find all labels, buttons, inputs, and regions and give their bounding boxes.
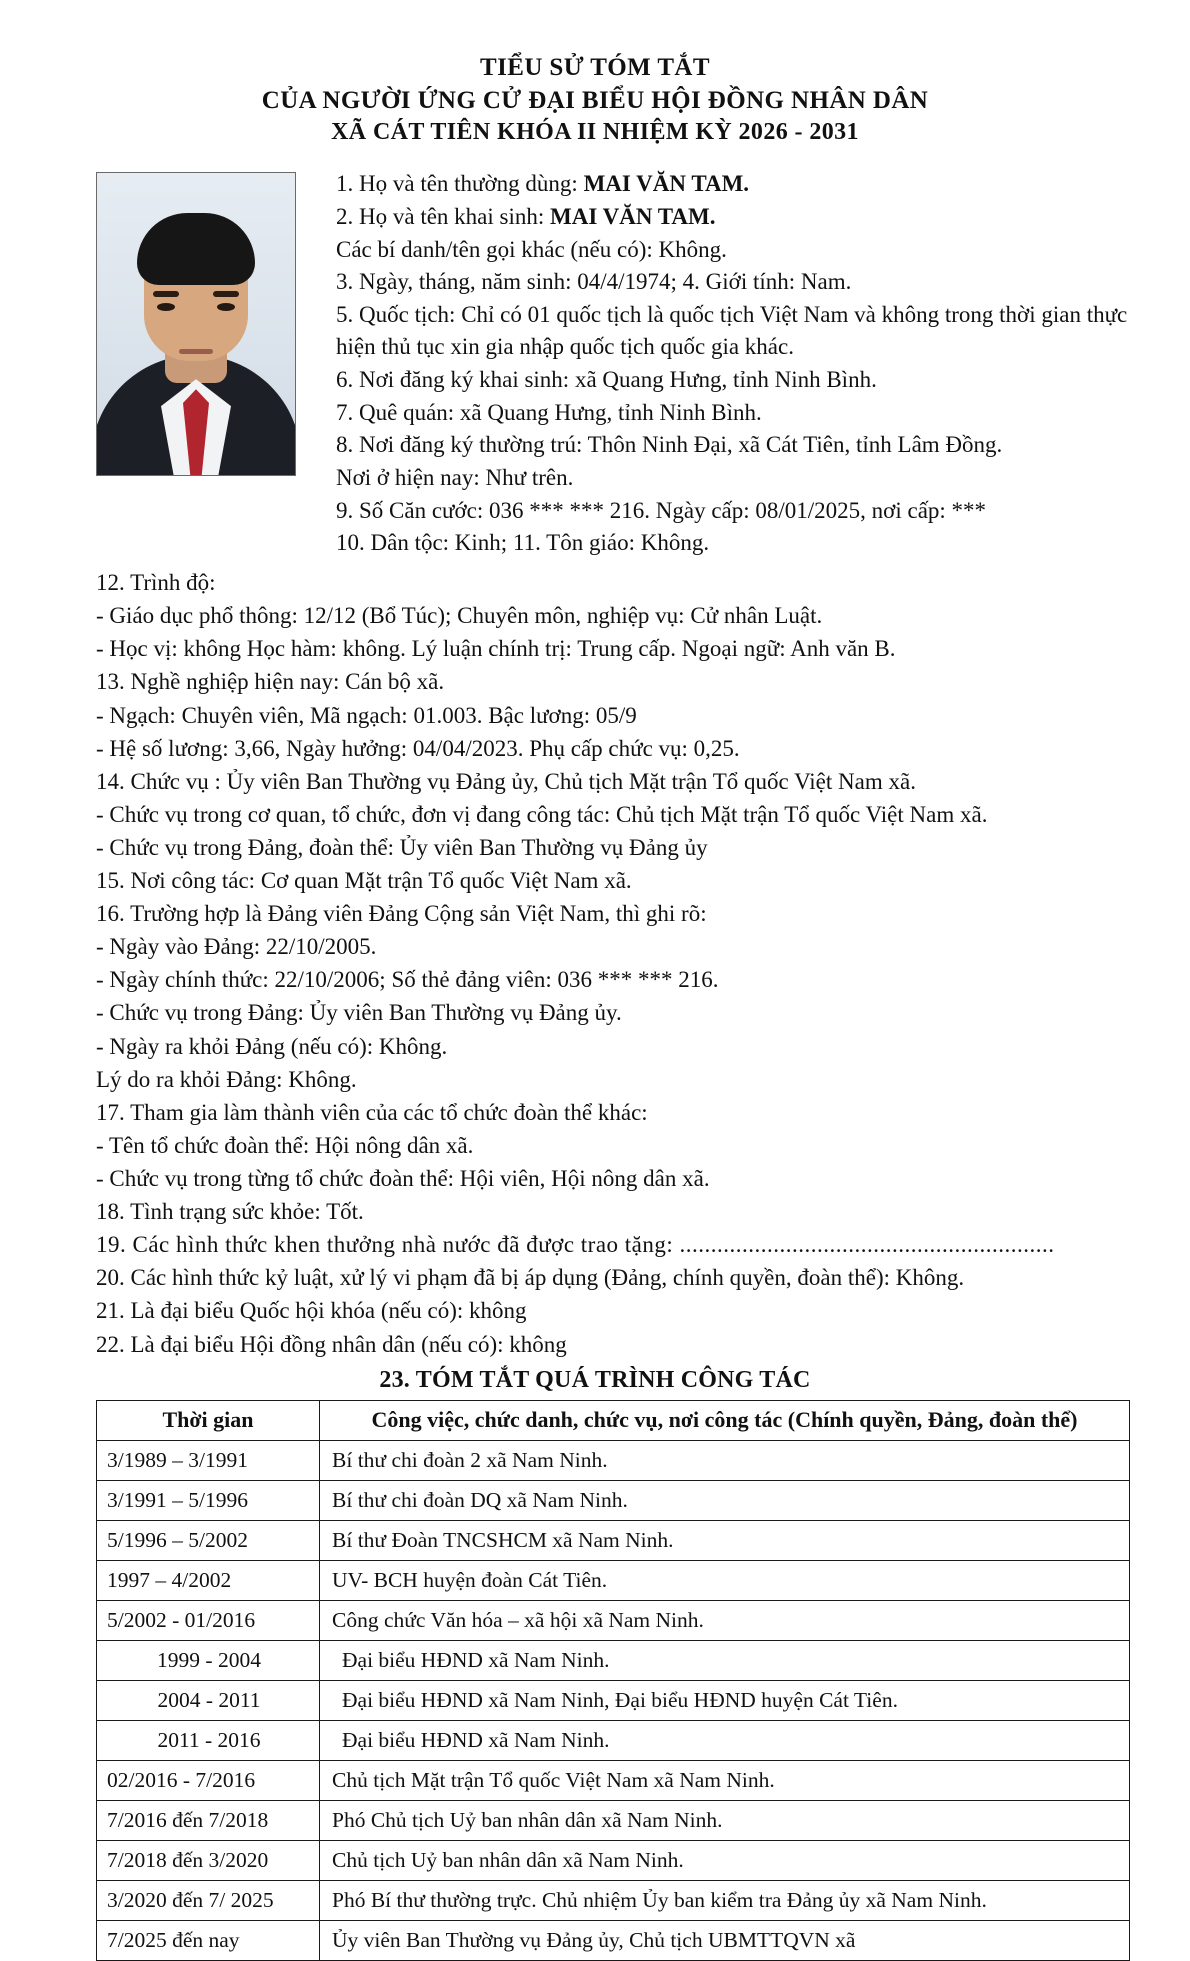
cell-work: Bí thư Đoàn TNCSHCM xã Nam Ninh. (320, 1520, 1130, 1560)
table-row (97, 1800, 1130, 1840)
career-table-body (97, 1440, 1130, 1960)
cell-time: 3/1991 – 5/1996 (97, 1480, 320, 1520)
cell-work: Phó Chủ tịch Uỷ ban nhân dân xã Nam Ninh. (320, 1800, 1130, 1840)
field-permanent-residence: 8. Nơi đăng ký thường trú: Thôn Ninh Đại, xã Cát Tiên, tỉnh Lâm Đồng. (336, 432, 1003, 458)
cell-time: 7/2025 đến nay (97, 1920, 320, 1960)
body-line: - Chức vụ trong cơ quan, tổ chức, đơn vị đang công tác: Chủ tịch Mặt trận Tổ quốc Việt Nam xã. (96, 801, 988, 827)
field-ethnicity-religion: 10. Dân tộc: Kinh; 11. Tôn giáo: Không. (336, 530, 710, 556)
field-birth-registration: 6. Nơi đăng ký khai sinh: xã Quang Hưng, tỉnh Ninh Bình. (336, 367, 877, 393)
table-row (97, 1440, 1130, 1480)
mouth-shape (179, 349, 213, 354)
table-row (97, 1480, 1130, 1520)
body-line: - Tên tổ chức đoàn thể: Hội nông dân xã. (96, 1132, 474, 1158)
photo-container (96, 172, 302, 476)
cell-work: Đại biểu HĐND xã Nam Ninh. (320, 1640, 1130, 1680)
identity-block (0, 168, 1190, 560)
field-alias: Các bí danh/tên gọi khác (nếu có): Không. (336, 236, 727, 262)
table-row (97, 1520, 1130, 1560)
body-line: 21. Là đại biểu Quốc hội khóa (nếu có): không (96, 1298, 527, 1324)
body-line: 17. Tham gia làm thành viên của các tổ chức đoàn thể khác: (96, 1099, 648, 1125)
body-line: 22. Là đại biểu Hội đồng nhân dân (nếu có): không (96, 1331, 567, 1357)
body-line: - Ngày chính thức: 22/10/2006; Số thẻ đảng viên: 036 *** *** 216. (96, 967, 719, 993)
table-row (97, 1920, 1130, 1960)
cell-time: 5/2002 - 01/2016 (97, 1600, 320, 1640)
field-common-name-label: 1. Họ và tên thường dùng: (336, 171, 578, 197)
cell-time: 7/2018 đến 3/2020 (97, 1840, 320, 1880)
cell-time: 02/2016 - 7/2016 (97, 1760, 320, 1800)
col-header-work: Công việc, chức danh, chức vụ, nơi công tác (Chính quyền, Đảng, đoàn thể) (320, 1400, 1130, 1440)
field-hometown: 7. Quê quán: xã Quang Hưng, tỉnh Ninh Bình. (336, 399, 762, 425)
table-row (97, 1640, 1130, 1680)
title-line-3: XÃ CÁT TIÊN KHÓA II NHIỆM KỲ 2026 - 2031 (331, 119, 859, 145)
identity-fields (302, 168, 1134, 560)
cell-time: 2004 - 2011 (97, 1680, 320, 1720)
body-line: - Giáo dục phổ thông: 12/12 (Bổ Túc); Chuyên môn, nghiệp vụ: Cử nhân Luật. (96, 603, 823, 629)
career-table-head (97, 1400, 1130, 1440)
eyebrow-right (213, 291, 239, 297)
cell-work: Phó Bí thư thường trực. Chủ nhiệm Ủy ban kiểm tra Đảng ủy xã Nam Ninh. (320, 1880, 1130, 1920)
field-birthdate-gender: 3. Ngày, tháng, năm sinh: 04/4/1974; 4. Giới tính: Nam. (336, 269, 852, 295)
cell-time: 5/1996 – 5/2002 (97, 1520, 320, 1560)
table-header-row (97, 1400, 1130, 1440)
career-table (96, 1400, 1130, 1961)
table-row (97, 1760, 1130, 1800)
body-line: 13. Nghề nghiệp hiện nay: Cán bộ xã. (96, 669, 445, 695)
table-row (97, 1880, 1130, 1920)
cell-work: Đại biểu HĐND xã Nam Ninh, Đại biểu HĐND huyện Cát Tiên. (320, 1680, 1130, 1720)
body-fields (0, 566, 1190, 1361)
table-row (97, 1600, 1130, 1640)
cell-work: Chủ tịch Mặt trận Tổ quốc Việt Nam xã Nam Ninh. (320, 1760, 1130, 1800)
body-line: 20. Các hình thức kỷ luật, xử lý vi phạm đã bị áp dụng (Đảng, chính quyền, đoàn thể): Không. (96, 1265, 965, 1291)
table-row (97, 1840, 1130, 1880)
field-common-name (336, 168, 1134, 201)
candidate-photo (96, 172, 296, 476)
section-23-title: 23. TÓM TẮT QUÁ TRÌNH CÔNG TÁC (379, 1366, 811, 1393)
cell-work: Ủy viên Ban Thường vụ Đảng ủy, Chủ tịch UBMTTQVN xã (320, 1920, 1130, 1960)
title-line-2: CỦA NGƯỜI ỨNG CỬ ĐẠI BIỂU HỘI ĐỒNG NHÂN DÂN (261, 86, 929, 114)
col-header-time: Thời gian (97, 1400, 320, 1440)
field-birth-name (336, 201, 1134, 234)
body-line: 15. Nơi công tác: Cơ quan Mặt trận Tổ quốc Việt Nam xã. (96, 868, 632, 894)
body-line: 16. Trường hợp là Đảng viên Đảng Cộng sản Việt Nam, thì ghi rõ: (96, 901, 707, 927)
document-header (0, 52, 1190, 148)
career-table-container (0, 1400, 1190, 1961)
cell-time: 7/2016 đến 7/2018 (97, 1800, 320, 1840)
field-current-residence: Nơi ở hiện nay: Như trên. (336, 465, 574, 491)
field-birth-name-value: MAI VĂN TAM. (550, 203, 716, 229)
body-line: 12. Trình độ: (96, 570, 216, 596)
table-row (97, 1720, 1130, 1760)
cell-work: Đại biểu HĐND xã Nam Ninh. (320, 1720, 1130, 1760)
body-line: - Chức vụ trong Đảng: Ủy viên Ban Thường vụ Đảng ủy. (96, 1000, 622, 1026)
field-id-card: 9. Số Căn cước: 036 *** *** 216. Ngày cấp: 08/01/2025, nơi cấp: *** (336, 497, 987, 523)
title-line-1: TIỂU SỬ TÓM TẮT (480, 54, 710, 81)
table-row (97, 1680, 1130, 1720)
body-line: - Ngạch: Chuyên viên, Mã ngạch: 01.003. Bậc lương: 05/9 (96, 702, 637, 728)
body-line: 18. Tình trạng sức khỏe: Tốt. (96, 1199, 364, 1225)
cell-work: Chủ tịch Uỷ ban nhân dân xã Nam Ninh. (320, 1840, 1130, 1880)
cell-time: 3/2020 đến 7/ 2025 (97, 1880, 320, 1920)
body-line: - Chức vụ trong Đảng, đoàn thể: Ủy viên Ban Thường vụ Đảng ủy (96, 834, 708, 860)
body-line: 19. Các hình thức khen thưởng nhà nước đã được trao tặng: ............................................................ (96, 1232, 1055, 1258)
cell-time: 1999 - 2004 (97, 1640, 320, 1680)
body-line: Lý do ra khỏi Đảng: Không. (96, 1066, 357, 1092)
body-line: 14. Chức vụ : Ủy viên Ban Thường vụ Đảng ủy, Chủ tịch Mặt trận Tổ quốc Việt Nam xã. (96, 768, 916, 794)
body-line: - Ngày ra khỏi Đảng (nếu có): Không. (96, 1033, 448, 1059)
cell-time: 3/1989 – 3/1991 (97, 1440, 320, 1480)
table-row (97, 1560, 1130, 1600)
field-birth-name-label: 2. Họ và tên khai sinh: (336, 203, 545, 229)
cell-work: Công chức Văn hóa – xã hội xã Nam Ninh. (320, 1600, 1130, 1640)
body-line: - Chức vụ trong từng tổ chức đoàn thể: Hội viên, Hội nông dân xã. (96, 1166, 710, 1192)
document-page (0, 52, 1190, 1952)
eyebrow-left (153, 291, 179, 297)
body-line: - Học vị: không Học hàm: không. Lý luận chính trị: Trung cấp. Ngoại ngữ: Anh văn B. (96, 636, 896, 662)
cell-time: 1997 – 4/2002 (97, 1560, 320, 1600)
cell-work: Bí thư chi đoàn DQ xã Nam Ninh. (320, 1480, 1130, 1520)
cell-work: Bí thư chi đoàn 2 xã Nam Ninh. (320, 1440, 1130, 1480)
cell-time: 2011 - 2016 (97, 1720, 320, 1760)
field-nationality: 5. Quốc tịch: Chỉ có 01 quốc tịch là quốc tịch Việt Nam và không trong thời gian thực hiện thủ tục xin gia nhập quốc tịch quốc gia khác. (336, 301, 1128, 360)
cell-work: UV- BCH huyện đoàn Cát Tiên. (320, 1560, 1130, 1600)
body-line: - Hệ số lương: 3,66, Ngày hưởng: 04/04/2023. Phụ cấp chức vụ: 0,25. (96, 735, 740, 761)
field-common-name-value: MAI VĂN TAM. (583, 171, 750, 197)
body-line: - Ngày vào Đảng: 22/10/2005. (96, 934, 377, 960)
